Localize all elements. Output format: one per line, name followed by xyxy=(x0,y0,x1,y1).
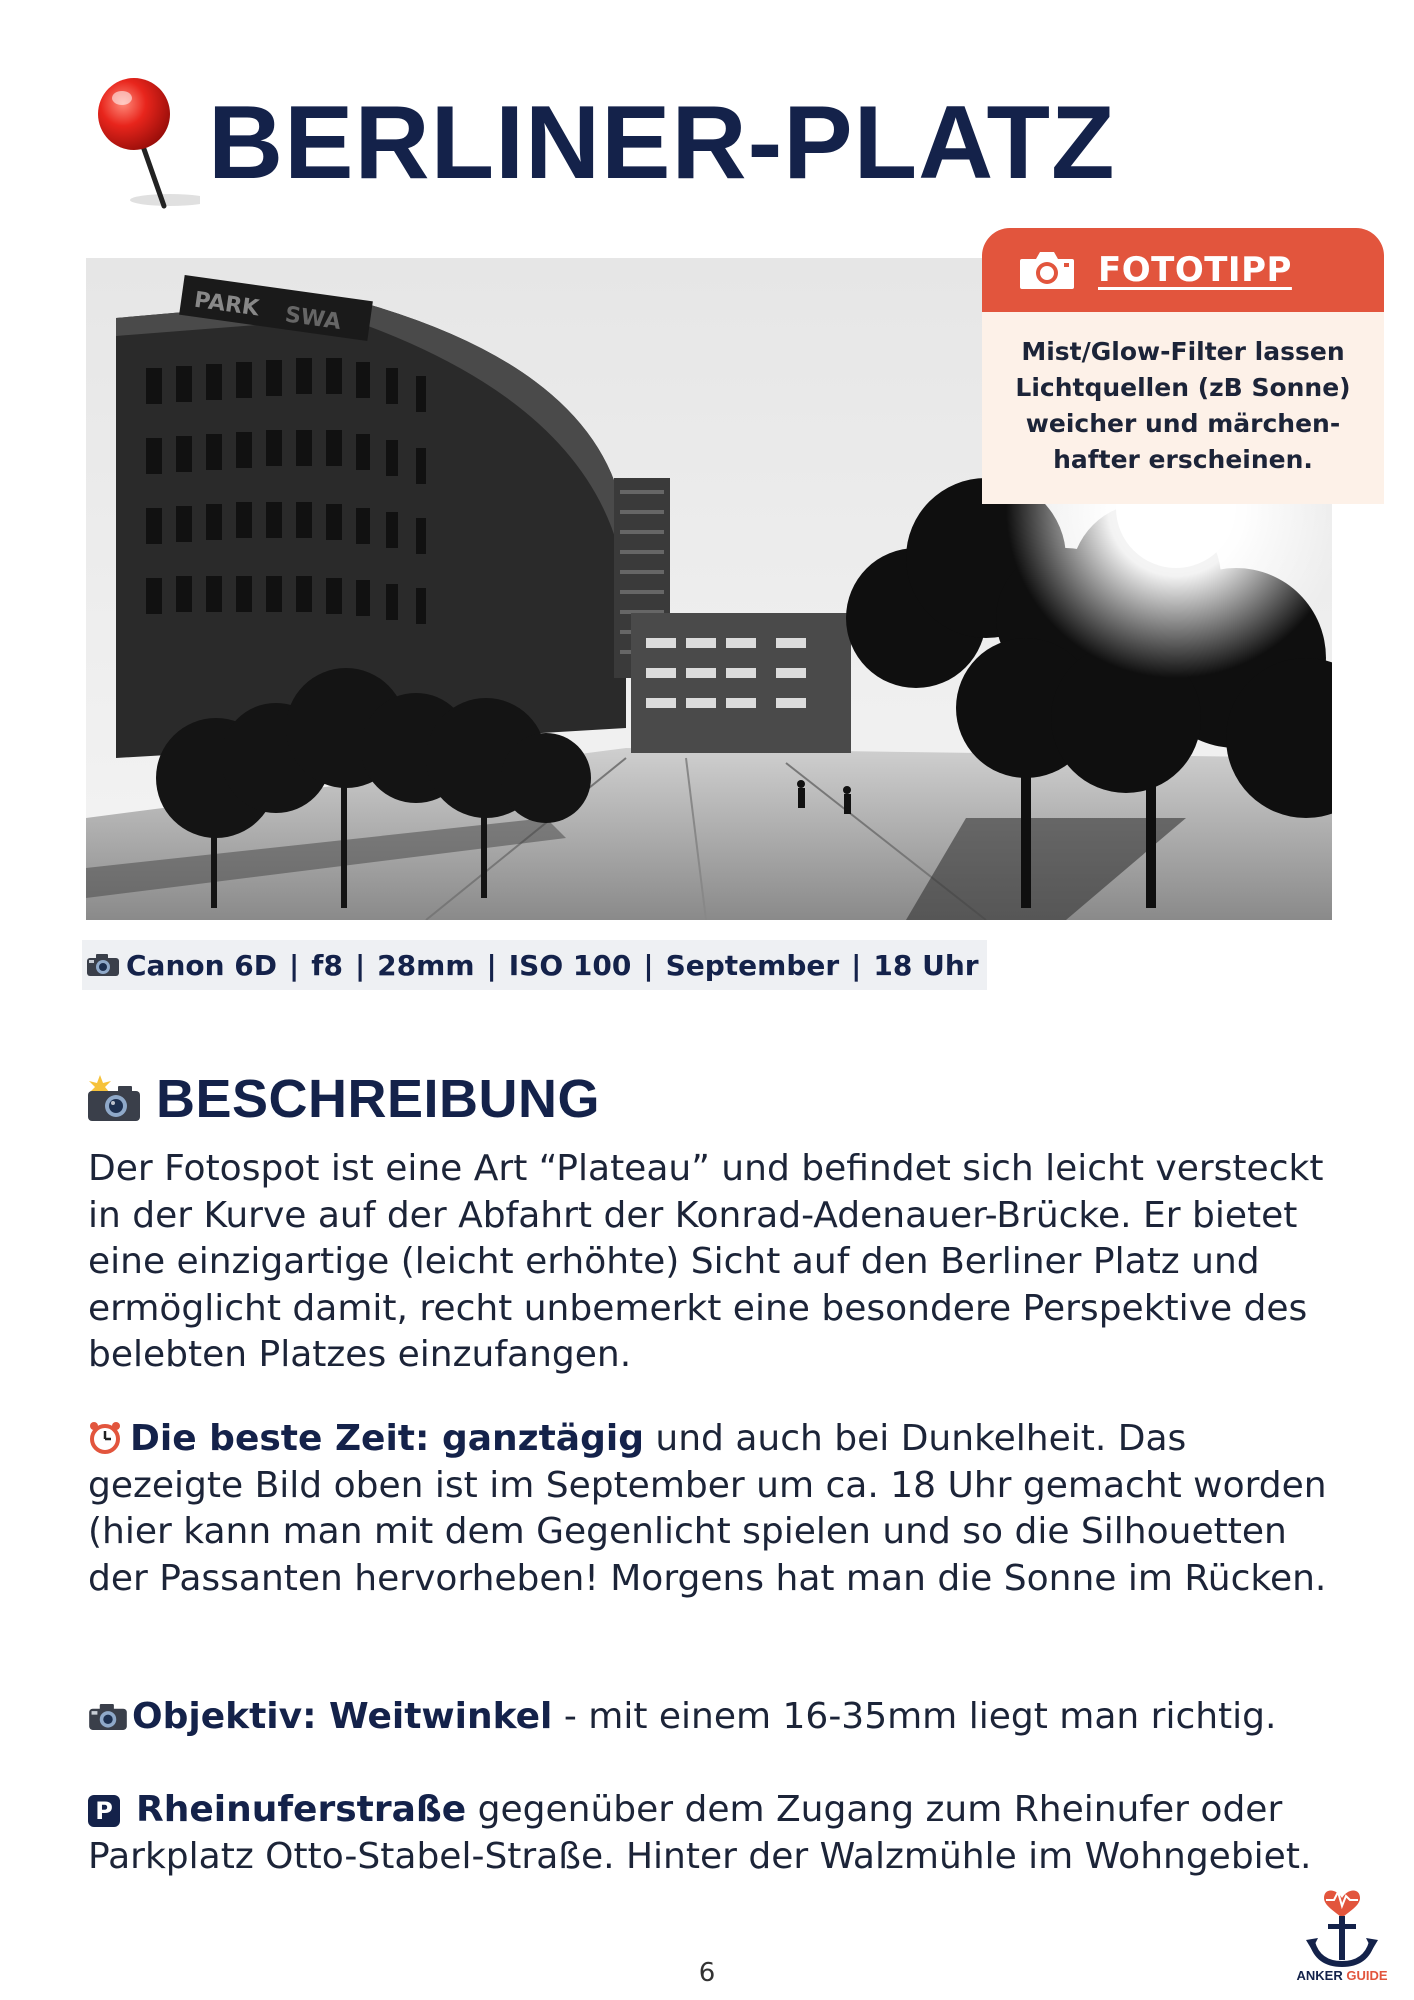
fototipp-box xyxy=(982,228,1384,504)
lens-label: Objektiv: Weitwinkel xyxy=(132,1696,553,1737)
fototipp-line: Mist/Glow-Filter lassen xyxy=(1021,337,1345,366)
separator: | xyxy=(354,948,366,982)
camera-icon xyxy=(88,1702,128,1732)
separator: | xyxy=(486,948,497,982)
fototipp-line: hafter erscheinen. xyxy=(1053,445,1313,474)
separator: | xyxy=(851,948,862,982)
aperture: f8 xyxy=(311,948,343,982)
parking-icon: P xyxy=(88,1795,120,1827)
description-paragraph: Der Fotospot ist eine Art “Plateau” und befindet sich leicht versteckt in der Kurve auf der Abfahrt der Konrad-Adenauer-Brücke. Er bietet eine einzigartige (leicht erhöhte) Sicht auf den Berliner Platz und ermöglicht damit, recht unbemerkt eine besondere Perspektive des belebten Platzes einzufangen. xyxy=(88,1148,1324,1375)
map-pin-icon xyxy=(90,72,200,212)
fototipp-title: FOTOTIPP xyxy=(1098,250,1292,290)
lens-text: - mit einem 16-35mm liegt man richtig. xyxy=(552,1696,1277,1737)
page-number: 6 xyxy=(698,1958,716,1988)
parking-paragraph xyxy=(88,1787,1338,1880)
fototipp-text xyxy=(982,312,1384,504)
best-time-text: und auch bei Dunkelheit. Das gezeigte Bild oben ist im September um ca. 18 Uhr gemacht worden (hier kann man mit dem Gegenlicht spielen und so die Silhouetten der Passanten hervorheben! Morgens hat man die Sonne im Rücken. xyxy=(88,1418,1327,1599)
best-time-paragraph xyxy=(88,1416,1338,1602)
logo-text xyxy=(1296,1968,1388,1983)
iso: ISO 100 xyxy=(508,948,632,982)
separator: | xyxy=(289,948,300,982)
parking-text: gegenüber dem Zugang zum Rheinufer oder Parkplatz Otto-Stabel-Straße. Hinter der Walzmühle im Wohngebiet. xyxy=(88,1789,1312,1877)
camera-flash-icon xyxy=(86,1075,142,1123)
month: September xyxy=(665,948,840,982)
anker-guide-logo xyxy=(1296,1876,1388,1988)
anchor-heart-icon xyxy=(1296,1876,1388,1968)
camera-icon xyxy=(1018,249,1076,291)
photo-sign-park: PARK xyxy=(192,287,261,322)
separator: | xyxy=(643,948,654,982)
logo-text-anker: ANKER xyxy=(1296,1968,1343,1983)
section-title: BESCHREIBUNG xyxy=(156,1069,601,1129)
alarm-clock-icon xyxy=(88,1420,122,1454)
fototipp-line: Lichtquellen (zB Sonne) xyxy=(1015,373,1351,402)
camera-model: Canon 6D xyxy=(126,948,278,982)
fototipp-line: weicher und märchen- xyxy=(1025,409,1341,438)
fototipp-header xyxy=(982,228,1384,312)
camera-icon xyxy=(86,953,120,977)
parking-label: Rheinuferstraße xyxy=(136,1789,467,1830)
best-time-label: Die beste Zeit: ganztägig xyxy=(130,1418,644,1459)
focal-length: 28mm xyxy=(377,948,475,982)
section-heading xyxy=(86,1068,600,1130)
photo-sign-swa: SWA xyxy=(283,302,343,336)
logo-text-guide: GUIDE xyxy=(1342,1968,1388,1983)
page-title: BERLINER-PLATZ xyxy=(208,85,1116,201)
time: 18 Uhr xyxy=(873,948,979,982)
lens-paragraph xyxy=(88,1694,1338,1741)
camera-settings-bar xyxy=(82,940,987,990)
